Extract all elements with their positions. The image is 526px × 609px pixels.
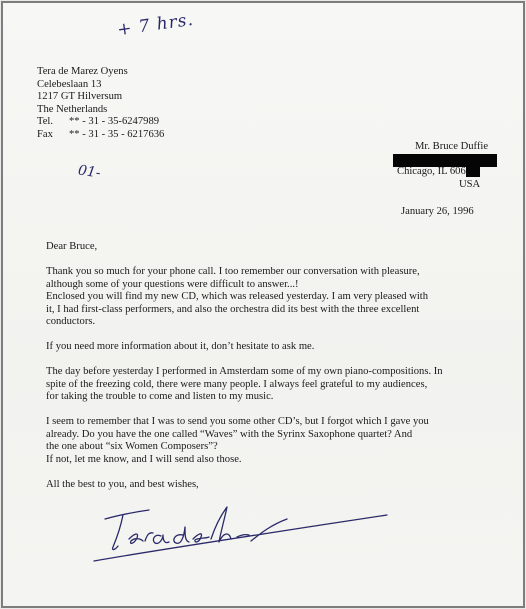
recipient-name: Mr. Bruce Duffie — [415, 141, 489, 152]
body-line: Thank you so much for your phone call. I too remember our conversation with pleasure, — [46, 266, 420, 277]
body-line: although some of your questions were difficult to answer...! — [46, 278, 299, 290]
sender-postal-city: 1217 GT Hilversum — [37, 91, 123, 102]
sender-country: The Netherlands — [37, 103, 108, 115]
sender-fax — [37, 129, 164, 142]
recipient-city-line: Chicago, IL 606 — [397, 166, 466, 177]
body-line: for taking the trouble to come and listen to my music. — [46, 391, 274, 402]
body-line: If not, let me know, and I will send also those. — [46, 453, 242, 465]
body-paragraphs — [46, 266, 443, 491]
letter-date: January 26, 1996 — [401, 206, 474, 217]
sender-phone — [37, 116, 164, 129]
handwritten-signature — [91, 495, 391, 565]
fax-label: Fax — [37, 128, 53, 140]
letter-body — [46, 241, 443, 491]
letter-paper — [3, 3, 523, 606]
paragraph-gap — [46, 329, 443, 342]
handwritten-margin-note: 01- — [76, 162, 102, 182]
recipient-country: USA — [459, 179, 481, 190]
body-line: I seem to remember that I was to send you some other CD’s, but I forgot which I gave you — [46, 416, 429, 427]
paragraph-gap — [46, 466, 443, 479]
salutation: Dear Bruce, — [46, 241, 98, 252]
body-line: already. Do you have the one called “Waves” with the Syrinx Saxophone quartet? And — [46, 428, 413, 440]
fax-number: ** - 31 - 35 - 6217636 — [69, 128, 165, 140]
paragraph-gap — [46, 404, 443, 417]
paragraph-gap — [46, 354, 443, 367]
body-line: All the best to you, and best wishes, — [46, 478, 199, 490]
sender-street: Celebeslaan 13 — [37, 78, 102, 90]
handwritten-time-note: + 7 hrs. — [115, 9, 196, 41]
phone-number: ** - 31 - 35-6247989 — [69, 116, 160, 127]
redacted-zip-block — [466, 167, 480, 177]
body-line: it, I had first-class performers, and also the orchestra did its best with the three excellent — [46, 303, 420, 315]
phone-label: Tel. — [37, 116, 54, 127]
letter-frame — [1, 1, 525, 608]
body-line: Enclosed you will find my new CD, which was released yesterday. I am very pleased with — [46, 291, 429, 302]
body-line: the one about “six Women Composers”? — [46, 441, 218, 452]
body-line: spite of the freezing cold, there were many people. I always feel grateful to my audiences, — [46, 378, 428, 390]
sender-name: Tera de Marez Oyens — [37, 66, 128, 77]
sender-address — [37, 66, 164, 141]
body-line: conductors. — [46, 316, 96, 327]
body-line: If you need more information about it, don’t hesitate to ask me. — [46, 341, 315, 352]
body-line: The day before yesterday I performed in Amsterdam some of my own piano-compositions. In — [46, 366, 443, 377]
